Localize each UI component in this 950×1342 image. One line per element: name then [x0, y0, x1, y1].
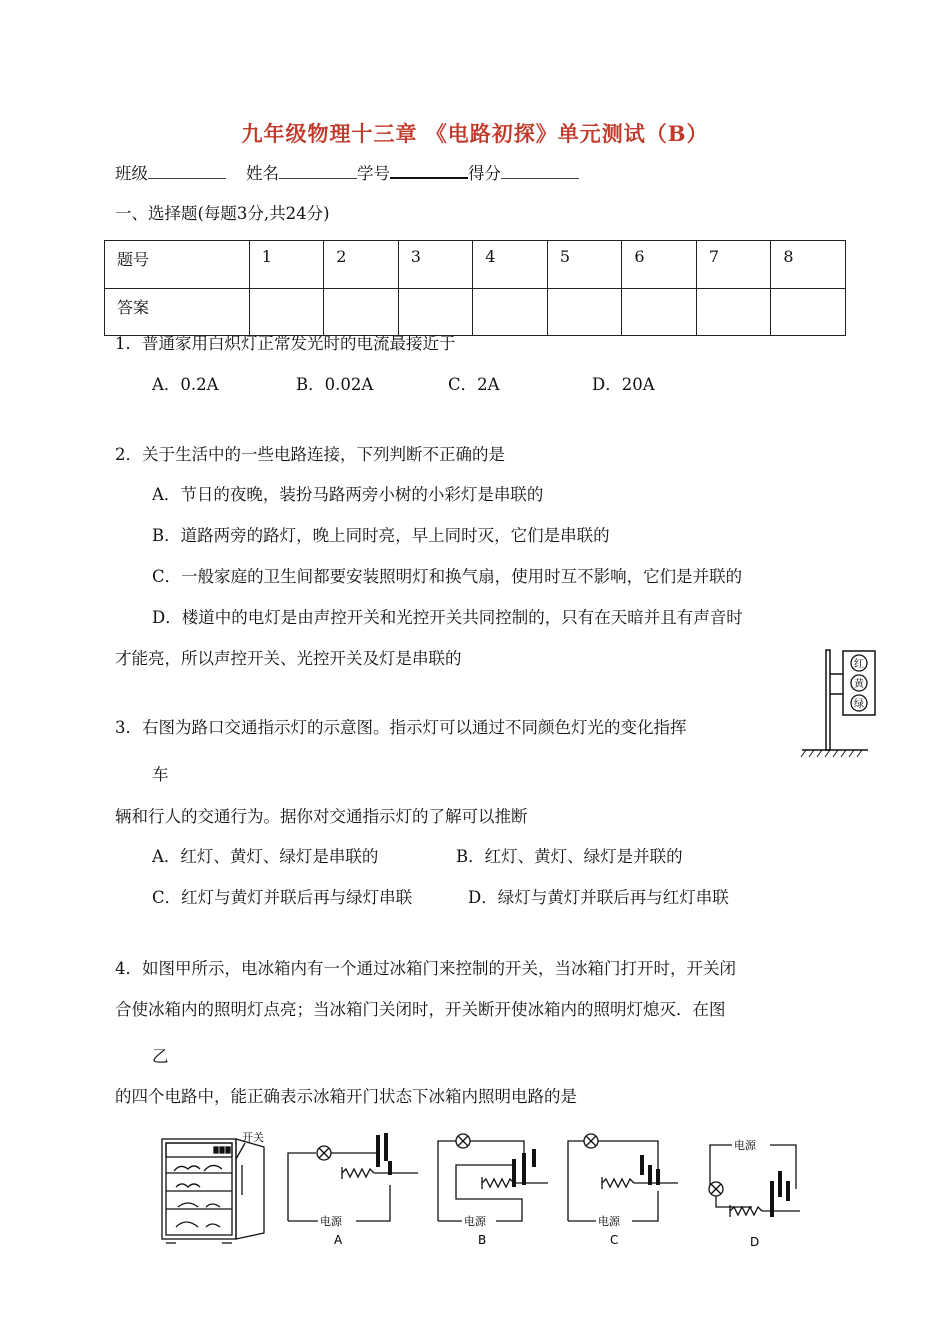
- fridge-circuits-figure: [150, 1125, 820, 1255]
- circuit-label-b: B: [478, 1233, 487, 1247]
- q3-option-c: C．红灯与黄灯并联后再与绿灯串联: [152, 888, 413, 907]
- answer-cell[interactable]: [771, 289, 846, 336]
- q2-option-b: B．道路两旁的路灯，晚上同时亮，早上同时灭，它们是串联的: [152, 526, 610, 545]
- q1-option-a: A．0.2A: [152, 375, 219, 394]
- answer-cell[interactable]: [249, 289, 324, 336]
- ground-hatch: [801, 750, 862, 757]
- answer-table: [104, 240, 846, 336]
- table-cell: 4: [473, 241, 548, 289]
- table-cell: 6: [622, 241, 697, 289]
- q1-option-d: D．20A: [592, 375, 655, 394]
- circuit-b: [438, 1134, 548, 1221]
- table-cell: 7: [696, 241, 771, 289]
- traffic-light-figure: [798, 644, 888, 762]
- table-row: [105, 289, 846, 336]
- q3-option-a: A．红灯、黄灯、绿灯是串联的: [152, 847, 379, 866]
- table-cell: 2: [324, 241, 399, 289]
- class-blank[interactable]: [148, 162, 226, 179]
- power-label-d: 电源: [734, 1139, 756, 1152]
- number-label: 学号: [357, 164, 390, 183]
- pole: [826, 650, 830, 750]
- q4-stem-line4: 的四个电路中，能正确表示冰箱开门状态下冰箱内照明电路的是: [115, 1087, 577, 1106]
- name-blank[interactable]: [279, 162, 357, 179]
- q2-stem: 2．关于生活中的一些电路连接，下列判断不正确的是: [115, 445, 505, 464]
- q1-option-c: C．2A: [448, 375, 500, 394]
- circuit-label-c: C: [610, 1233, 619, 1247]
- number-blank[interactable]: [390, 161, 468, 179]
- score-label: 得分: [468, 164, 501, 183]
- q3-stem-line2: 车: [152, 765, 169, 784]
- q2-option-d-line1: D．楼道中的电灯是由声控开关和光控开关共同控制的，只有在天暗并且有声音时: [152, 608, 743, 627]
- score-blank[interactable]: [501, 162, 579, 179]
- q4-stem-line1: 4．如图甲所示，电冰箱内有一个通过冰箱门来控制的开关，当冰箱门打开时，开关闭: [115, 959, 736, 978]
- table-header-number: 题号: [105, 241, 250, 289]
- q2-option-c: C．一般家庭的卫生间都要安装照明灯和换气扇，使用时互不影响，它们是并联的: [152, 567, 743, 586]
- table-cell: 8: [771, 241, 846, 289]
- green-light-label: 绿: [854, 699, 864, 710]
- page-title: 九年级物理十三章 《电路初探》单元测试（B）: [241, 121, 709, 146]
- q2-option-d-line2: 才能亮，所以声控开关、光控开关及灯是串联的: [115, 649, 462, 668]
- red-light-label: 红: [854, 659, 864, 670]
- q3-option-b: B．红灯、黄灯、绿灯是并联的: [456, 847, 683, 866]
- q2-option-a: A．节日的夜晚，装扮马路两旁小树的小彩灯是串联的: [152, 485, 544, 504]
- answer-cell[interactable]: [398, 289, 473, 336]
- q4-stem-line3: 乙: [152, 1047, 169, 1066]
- table-row: [105, 241, 846, 289]
- answer-cell[interactable]: [622, 289, 697, 336]
- circuit-a: [288, 1133, 418, 1221]
- name-label: 姓名: [246, 164, 279, 183]
- q3-stem-line3: 辆和行人的交通行为。据你对交通指示灯的了解可以推断: [115, 807, 528, 826]
- circuit-label-a: A: [334, 1233, 343, 1247]
- circuit-c: [568, 1134, 678, 1221]
- answer-cell[interactable]: [473, 289, 548, 336]
- answer-cell[interactable]: [696, 289, 771, 336]
- yellow-light-label: 黄: [854, 679, 864, 690]
- refrigerator-icon: [162, 1139, 264, 1243]
- answer-cell[interactable]: [324, 289, 399, 336]
- q1-option-b: B．0.02A: [296, 375, 374, 394]
- power-label-c: 电源: [598, 1215, 620, 1228]
- student-info-line: [115, 161, 579, 185]
- q4-stem-line2: 合使冰箱内的照明灯点亮；当冰箱门关闭时，开关断开使冰箱内的照明灯熄灭．在图: [115, 1000, 726, 1019]
- power-label-a: 电源: [320, 1215, 342, 1228]
- answer-cell[interactable]: [547, 289, 622, 336]
- class-label: 班级: [115, 164, 148, 183]
- circuit-label-d: D: [750, 1235, 760, 1249]
- q3-option-d: D．绿灯与黄灯并联后再与红灯串联: [468, 888, 729, 907]
- table-cell: 1: [249, 241, 324, 289]
- table-cell: 5: [547, 241, 622, 289]
- q3-stem-line1: 3．右图为路口交通指示灯的示意图。指示灯可以通过不同颜色灯光的变化指挥: [115, 718, 687, 737]
- table-cell: 3: [398, 241, 473, 289]
- switch-label: 开关: [242, 1131, 264, 1144]
- section-title: 一、选择题(每题3分,共24分): [115, 204, 330, 223]
- q1-stem: 1．普通家用白炽灯正常发光时的电流最接近于: [115, 334, 456, 353]
- circuit-d: [709, 1145, 800, 1217]
- power-label-b: 电源: [464, 1215, 486, 1228]
- table-header-answer: 答案: [105, 289, 250, 336]
